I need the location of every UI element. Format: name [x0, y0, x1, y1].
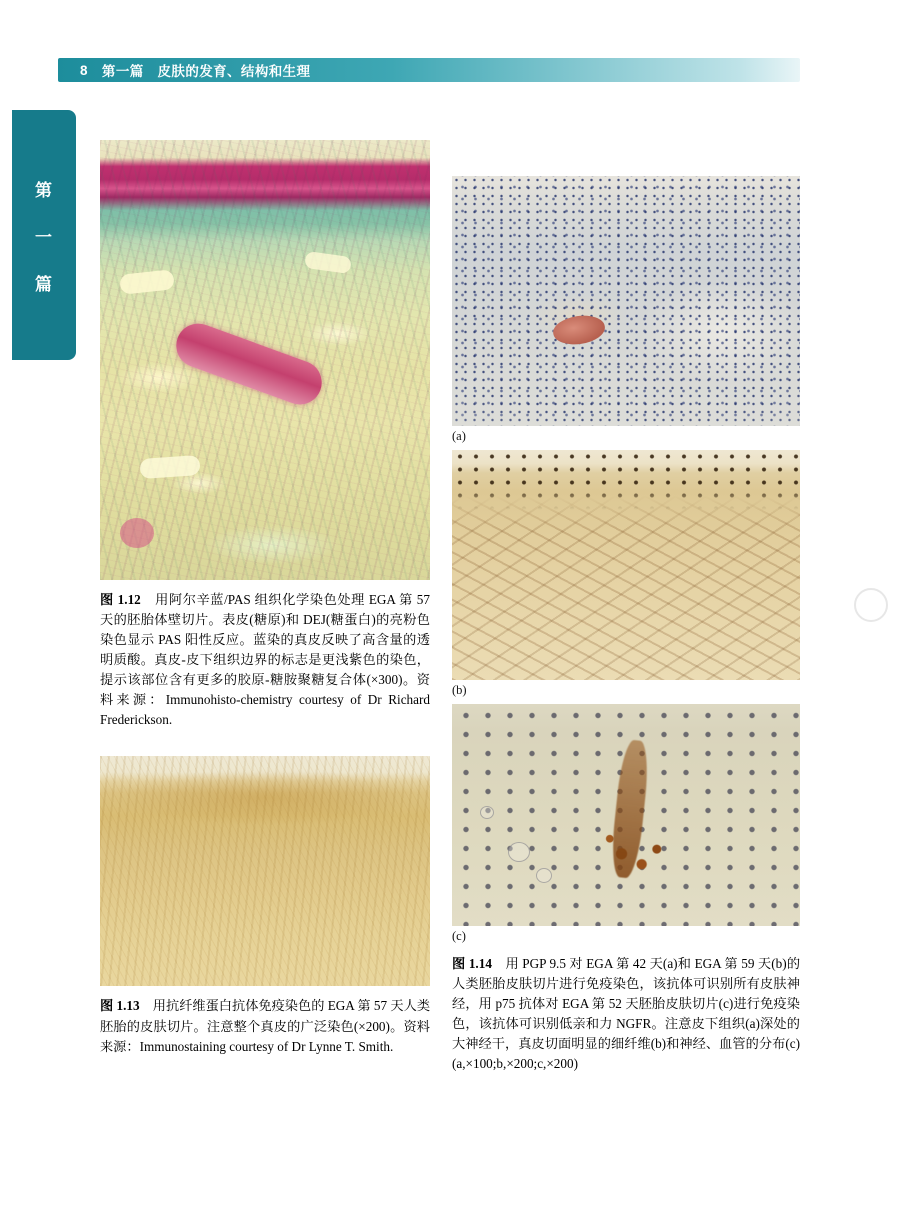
figure-1-12-caption-source: Immunohisto-chemistry courtesy of Dr Richard Frederickson.: [100, 692, 430, 728]
figure-1-12-caption-title: 图 1.12: [100, 592, 141, 607]
figure-1-14a-image: [452, 176, 800, 426]
part-tab-char-3: 篇: [35, 274, 53, 294]
part-tab: [12, 110, 76, 360]
figure-1-14-panel-a: [452, 176, 800, 444]
header-title: 第一篇 皮肤的发育、结构和生理: [101, 64, 311, 79]
figure-1-14-panel-b: [452, 450, 800, 698]
figure-1-14-caption: [452, 954, 800, 1074]
figure-1-14c-vessel-1: [508, 842, 530, 862]
figure-1-14c-panel-label: (c): [452, 929, 466, 943]
page-header-bar: [58, 58, 800, 82]
figure-1-13-caption-source: Immunostaining courtesy of Dr Lynne T. Smith.: [139, 1038, 394, 1054]
figure-1-12-caption: [100, 590, 430, 730]
figure-1-13: [100, 756, 430, 1056]
figure-1-14c-image: [452, 704, 800, 926]
figure-1-14a-panel-label: (a): [452, 429, 466, 443]
figure-1-12-texture: [100, 140, 430, 580]
figure-1-14c-vessel-2: [536, 868, 552, 883]
figure-1-13-caption: [100, 996, 430, 1056]
part-tab-char-1: 第: [35, 180, 53, 200]
watermark-ring: [854, 588, 888, 622]
figure-1-14c-nerve: [598, 819, 682, 877]
figure-1-14b-panel-label: (b): [452, 683, 467, 697]
figure-1-14b-image: [452, 450, 800, 680]
figure-1-14-caption-title: 图 1.14: [452, 956, 492, 971]
figure-1-12-caption-body: 用阿尔辛蓝/PAS 组织化学染色处理 EGA 第 57 天的胚胎体壁切片。表皮(糖原)和 DEJ(糖蛋白)的亮粉色染色显示 PAS 阳性反应。蓝染的真皮反映了高含量的透明质酸。真皮-皮下组织边界的标志是更浅紫色的染色，提示该部位含有更多的胶原-糖胺聚糖复合体(×300)。资料来源：: [100, 592, 430, 708]
part-tab-char-2: 一: [35, 227, 53, 247]
figure-1-14c-vessel-3: [480, 806, 494, 819]
left-column: [100, 140, 430, 1070]
figure-1-14-caption-body: 用 PGP 9.5 对 EGA 第 42 天(a)和 EGA 第 59 天(b)的人类胚胎皮肤切片进行免疫染色，该抗体可识别所有皮肤神经，用 p75 抗体对 EGA 第 52 天胚胎皮肤切片(c)进行免疫染色，该抗体可识别低亲和力 NGFR。注意皮下组织(a)深处的大神经干，真皮切面明显的细纤维(b)和神经、血管的分布(c)(a,×100;b,×200;c,×200): [452, 956, 801, 1072]
figure-1-13-caption-title: 图 1.13: [100, 998, 140, 1014]
page-header-content: [58, 58, 310, 82]
right-column: [452, 176, 800, 1088]
page-number: 8: [80, 62, 88, 78]
figure-1-13-caption-body: 用抗纤维蛋白抗体免疫染色的 EGA 第 57 天人类胚胎的皮肤切片。注意整个真皮的广泛染色(×200)。资料来源：: [100, 998, 431, 1054]
figure-1-13-image: [100, 756, 430, 986]
figure-1-14-panel-c: [452, 704, 800, 1074]
figure-1-12: [100, 140, 430, 730]
figure-1-12-image: [100, 140, 430, 580]
